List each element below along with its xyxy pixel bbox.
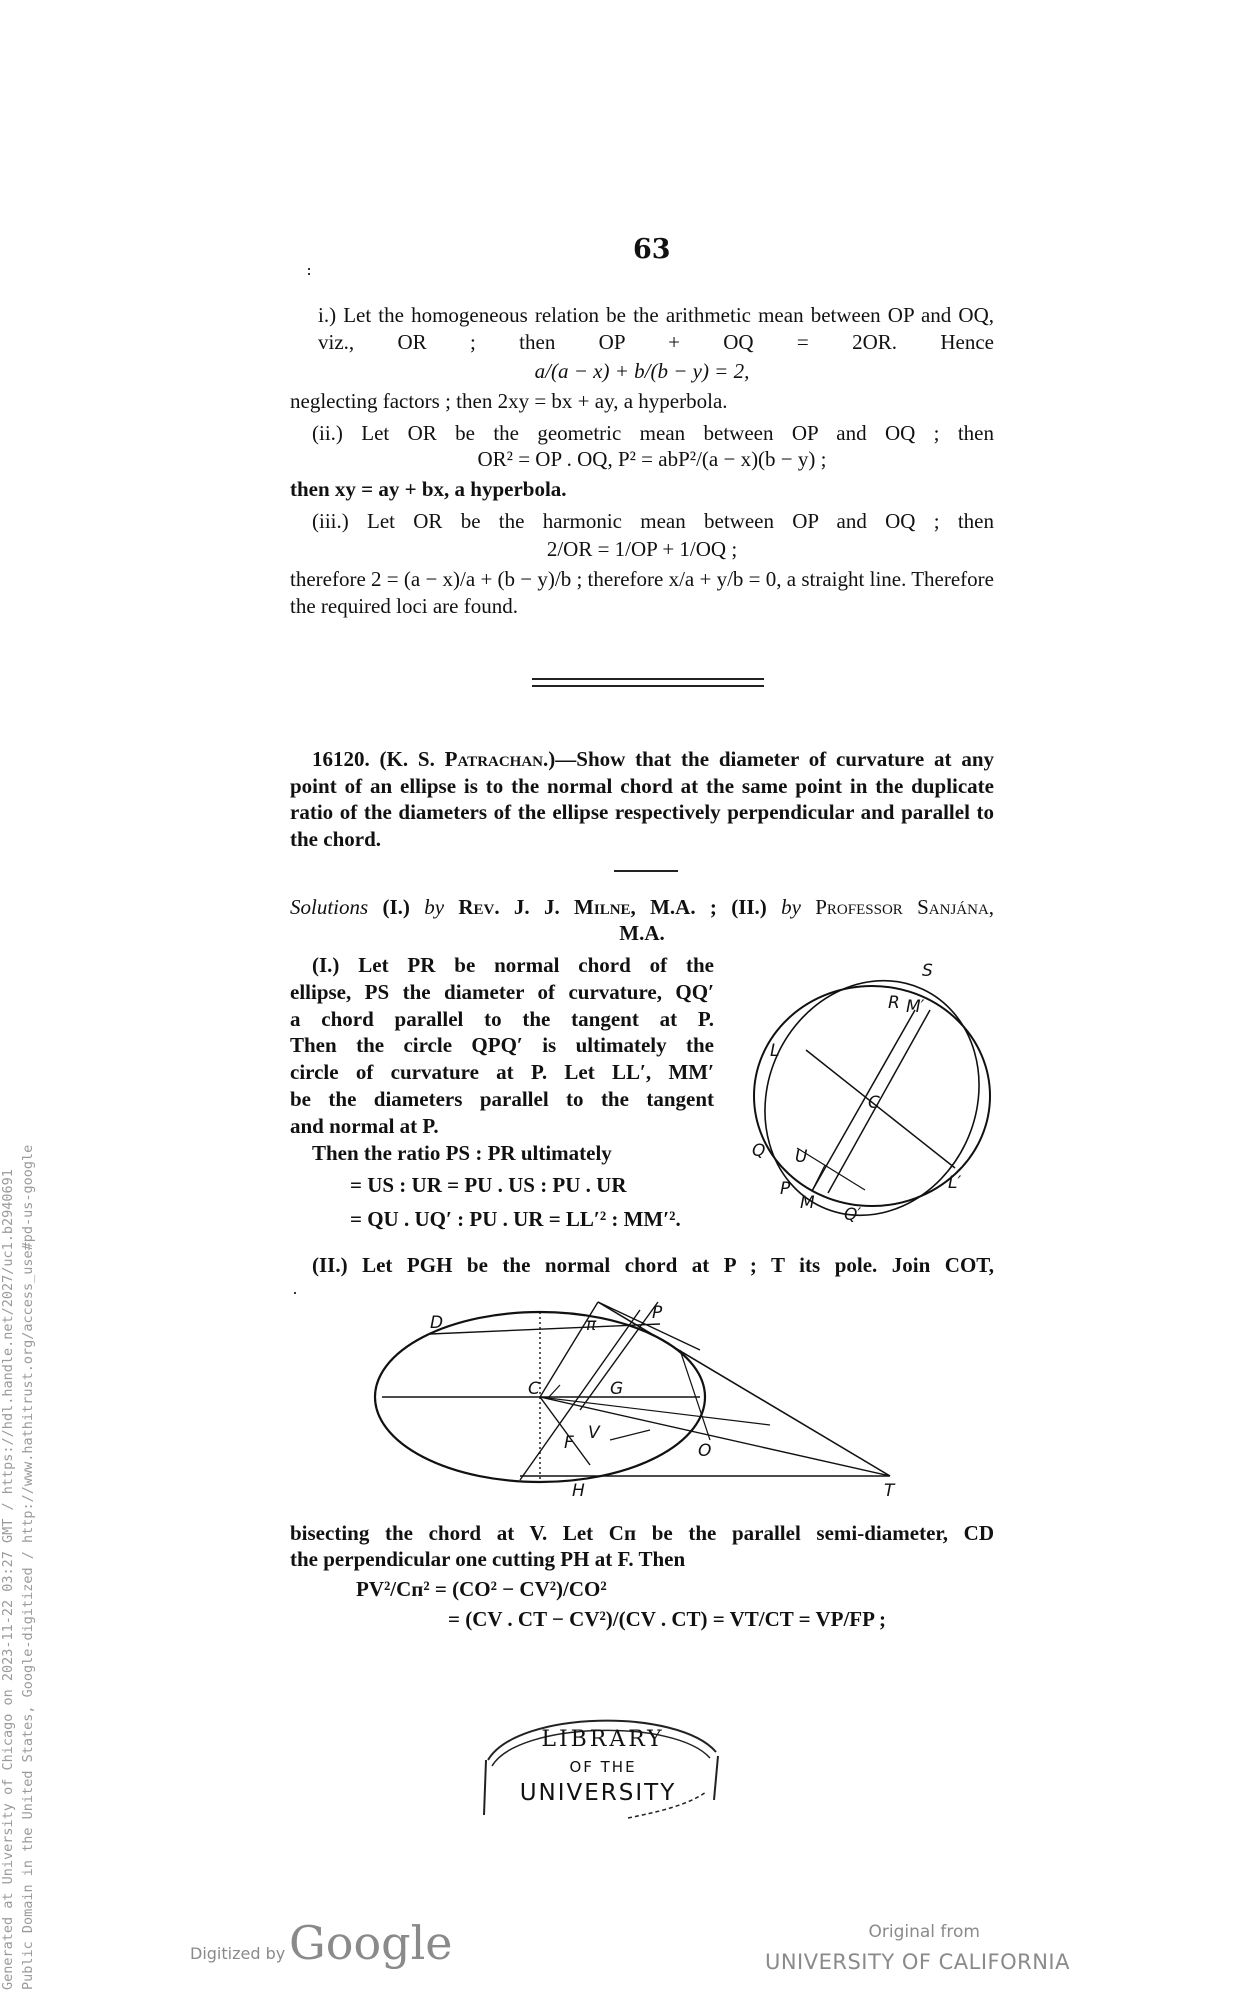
solution-1-line: Then the circle QPQ′ is ultimately the — [290, 1033, 714, 1058]
fig2-label-G: G — [610, 1379, 624, 1399]
footer-digitized: Digitized by — [190, 1944, 286, 1963]
separator-rule-bottom — [532, 685, 764, 687]
prev-para-1-line1 — [318, 302, 994, 356]
speck — [294, 1292, 296, 1294]
stamp-bottom: UNIVERSITY — [519, 1780, 677, 1806]
solution-1-ratio: Then the ratio PS : PR ultimately — [312, 1141, 612, 1165]
prev-para-1b: neglecting factors ; then 2xy = bx + ay, a hyperbola. — [290, 389, 728, 413]
solution-1-line: and normal at P. — [290, 1113, 439, 1138]
solver-2-degree: M.A. — [619, 921, 665, 945]
solution-2-eq-1: PV²/Cп² = (CO² − CV²)/CO² — [356, 1577, 607, 1601]
prev-eq-1-text: a/(a − x) + b/(b − y) = 2, — [534, 359, 750, 383]
fig2-label-pi: π — [586, 1315, 597, 1335]
fig2-line-v — [610, 1430, 650, 1440]
stamp-mid: OF THE — [569, 1758, 637, 1776]
fig1-label-U: U — [795, 1147, 808, 1167]
fig1-label-L: L — [770, 1041, 780, 1061]
problem-rule — [614, 870, 678, 872]
fig2-label-H: H — [572, 1481, 585, 1500]
fig1-line-ll — [806, 1050, 955, 1168]
fig1-label-Q1: Q′ — [844, 1205, 862, 1225]
prev-para-1: i.) Let the homogeneous relation be the arithmetic mean between OP and OQ, viz., OR ; then OP + OQ = 2OR. Hence — [318, 303, 994, 354]
footer-institution: UNIVERSITY OF CALIFORNIA — [764, 1950, 1070, 1974]
prev-eq-1 — [290, 358, 994, 385]
prev-para-2: (ii.) Let OR be the geometric mean between OP and OQ ; then — [312, 421, 994, 445]
fig2-line-co — [540, 1397, 770, 1425]
sidebar-line-1: Generated at University of Chicago on 2023-11-22 03:27 GMT / https://hdl.handle.net/2027/uc1.b2940691 — [0, 1169, 16, 1990]
fig2-label-P: P — [652, 1303, 663, 1323]
problem-text: —Show that the diameter of curvature at any point of an ellipse is to the normal chord at the same point in the duplicate ratio of the diameters of the ellipse respectively perpendicular and parallel to the chord. — [290, 747, 994, 851]
solution-1-line: be the diameters parallel to the tangent — [290, 1086, 714, 1111]
library-stamp — [478, 1700, 728, 1830]
fig1-line-pr — [812, 1010, 915, 1191]
solution-1-line: (I.) Let PR be normal chord of the — [312, 953, 714, 977]
fig1-label-M: M — [800, 1193, 815, 1213]
prev-para-3: (iii.) Let OR be the harmonic mean between OP and OQ ; then — [312, 509, 994, 533]
solution-1-text — [290, 952, 714, 1140]
prev-eq-2: OR² = OP . OQ, P² = abP²/(a − x)(b − y) ; — [477, 447, 827, 471]
by-1: by — [424, 895, 445, 919]
solution-1-eq-b: = QU . UQ′ : PU . UR = LL′² : MM′². — [350, 1207, 681, 1231]
solution-two-marker: (II.) — [731, 895, 767, 919]
fig2-label-T: T — [884, 1481, 895, 1500]
problem-author: (K. S. Patrachan.) — [379, 747, 556, 771]
separator-rule-top — [532, 678, 764, 680]
solution-2-cont-2: the perpendicular one cutting PH at F. Then — [290, 1547, 686, 1571]
sidebar-provenance — [0, 1145, 38, 1990]
solver-2: Professor Sanjána, — [815, 895, 995, 919]
problem-number: 16120. — [312, 747, 370, 771]
prev-para-3b: therefore 2 = (a − x)/a + (b − y)/b ; therefore x/a + y/b = 0, a straight line. Therefore the required loci are found. — [290, 567, 994, 618]
fig1-tick — [812, 1165, 825, 1191]
speck — [308, 273, 310, 275]
fig1-label-L1: L′ — [948, 1173, 962, 1193]
fig1-label-Q: Q — [752, 1141, 766, 1161]
fig2-label-F: F — [564, 1433, 574, 1453]
figure-1-ellipse-curvature — [740, 948, 1005, 1238]
problem-statement — [290, 746, 994, 852]
solution-2-eq-2: = (CV . CT − CV²)/(CV . CT) = VT/CT = VP/FP ; — [448, 1607, 887, 1631]
by-2: by — [781, 895, 801, 919]
speck — [308, 268, 310, 270]
solution-2-cont-1: bisecting the chord at V. Let Cп be the parallel semi-diameter, CD — [290, 1521, 994, 1545]
solution-one-marker: (I.) — [382, 895, 410, 919]
solution-1-line: ellipse, PS the diameter of curvature, QQ′ — [290, 979, 714, 1004]
solutions-header — [290, 894, 994, 921]
solver-1: Rev. J. J. Milne, M.A. ; — [458, 895, 717, 919]
fig2-label-D: D — [430, 1313, 444, 1333]
page-number: 63 — [633, 234, 671, 265]
fig1-label-S: S — [922, 961, 933, 981]
prev-eq-3: 2/OR = 1/OP + 1/OQ ; — [546, 537, 738, 561]
solution-1-line: circle of curvature at P. Let LL′, MM′ — [290, 1060, 714, 1085]
fig1-label-P: P — [780, 1179, 791, 1199]
fig2-tangent-pt — [598, 1302, 890, 1476]
solution-1-eq-a: = US : UR = PU . US : PU . UR — [350, 1173, 627, 1197]
fig1-label-R: R — [888, 993, 900, 1013]
google-logo: Google — [289, 1916, 453, 1970]
fig2-line-c — [548, 1385, 560, 1398]
fig2-label-O: O — [698, 1441, 712, 1461]
fig1-label-M1: M′ — [906, 997, 925, 1017]
prev-para-2b: then xy = ay + bx, a hyperbola. — [290, 477, 567, 501]
footer-original: Original from — [868, 1922, 980, 1942]
fig2-line-dp — [430, 1324, 660, 1334]
solutions-prefix: Solutions — [290, 895, 369, 919]
fig2-label-V: V — [588, 1423, 600, 1443]
fig2-label-C: C — [528, 1379, 540, 1399]
solution-1-line: a chord parallel to the tangent at P. — [290, 1006, 714, 1031]
solution-2-intro: (II.) Let PGH be the normal chord at P ; T its pole. Join COT, — [312, 1253, 994, 1277]
stamp-top: LIBRARY — [541, 1727, 665, 1752]
figure-2-ellipse-pole — [370, 1290, 920, 1500]
fig1-label-C: C — [868, 1093, 880, 1113]
sidebar-line-2: Public Domain in the United States, Google-digitized / http://www.hathitrust.org/access_use#pd-us-google — [20, 1144, 36, 1990]
